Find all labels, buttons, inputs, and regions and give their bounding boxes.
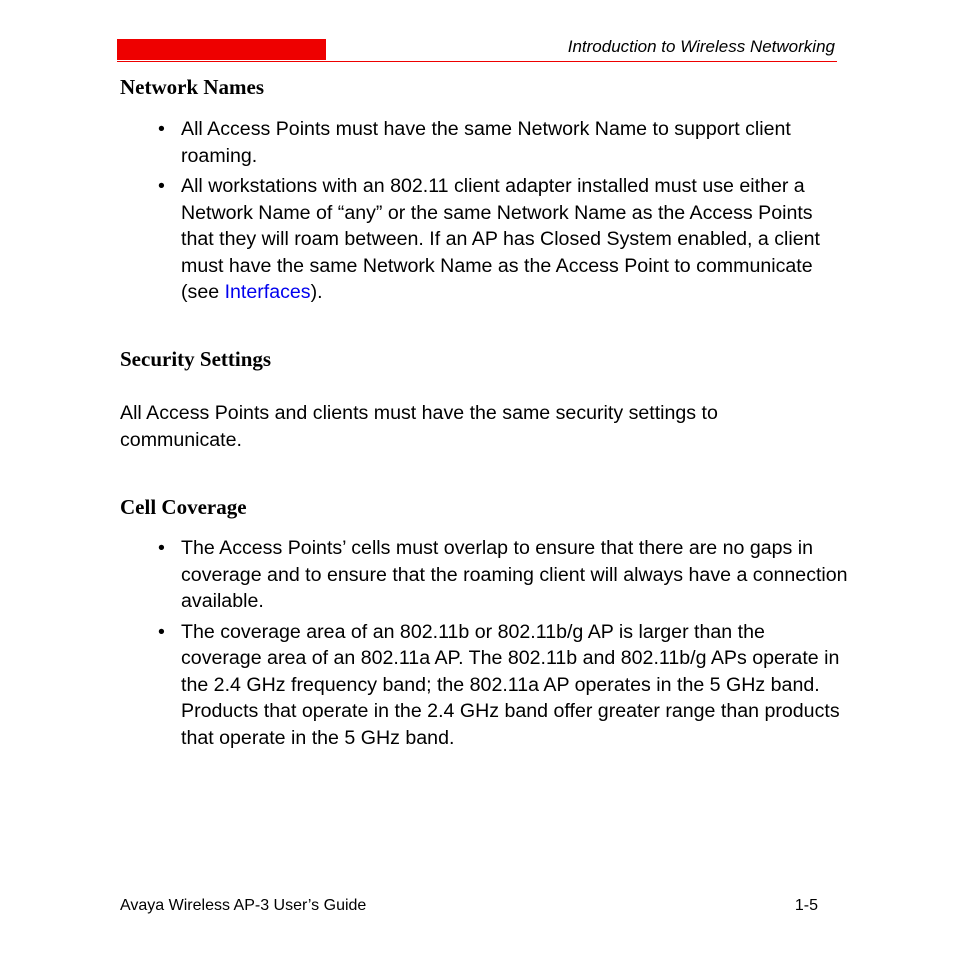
bullet-icon: • (158, 537, 165, 559)
section-heading-cell-coverage: Cell Coverage (120, 495, 247, 519)
list-item (158, 173, 848, 306)
bullet-icon: • (158, 175, 165, 197)
section-heading-network-names: Network Names (120, 75, 265, 99)
bullet-text-before-link: All workstations with an 802.11 client adapter installed must use either a Network Name of “any” or the same Network Name as the Access Points that they will roam between. If an AP has Closed System enabled, a client must have the same Network Name as the Access Point to communicate (see (181, 175, 820, 303)
bullet-text-after-link: ). (310, 281, 323, 303)
bullet-text: The Access Points’ cells must overlap to ensure that there are no gaps in coverage and to ensure that the roaming client will always have a connection available. (181, 537, 848, 612)
footer-page-number: 1-5 (794, 897, 818, 914)
bullet-icon: • (158, 620, 165, 643)
chapter-title: Introduction to Wireless Networking (567, 37, 835, 56)
interfaces-link[interactable]: Interfaces (224, 281, 311, 303)
cell-coverage-bullet-list (158, 535, 848, 755)
list-item (158, 619, 848, 752)
list-item (158, 116, 848, 169)
bullet-text: The coverage area of an 802.11b or 802.11b/g AP is larger than the coverage area of an 802.11a AP. The 802.11b and 802.11b/g APs operate in the 2.4 GHz frequency band; the 802.11a AP operates in the 5 GHz band. Products that operate in the 2.4 GHz band offer greater range than products that operate in the 5 GHz band. (181, 620, 840, 749)
footer-guide-title: Avaya Wireless AP-3 User’s Guide (120, 897, 367, 914)
list-item (158, 535, 848, 615)
network-names-bullet-list (158, 116, 848, 310)
security-settings-paragraph: All Access Points and clients must have the same security settings to communicate. (120, 402, 718, 451)
bullet-text: All Access Points must have the same Network Name to support client roaming. (181, 118, 791, 167)
bullet-text (181, 175, 820, 303)
bullet-icon: • (158, 118, 165, 140)
header-rule (117, 61, 837, 62)
header-accent-bar (117, 39, 326, 60)
section-heading-security-settings: Security Settings (120, 347, 272, 371)
